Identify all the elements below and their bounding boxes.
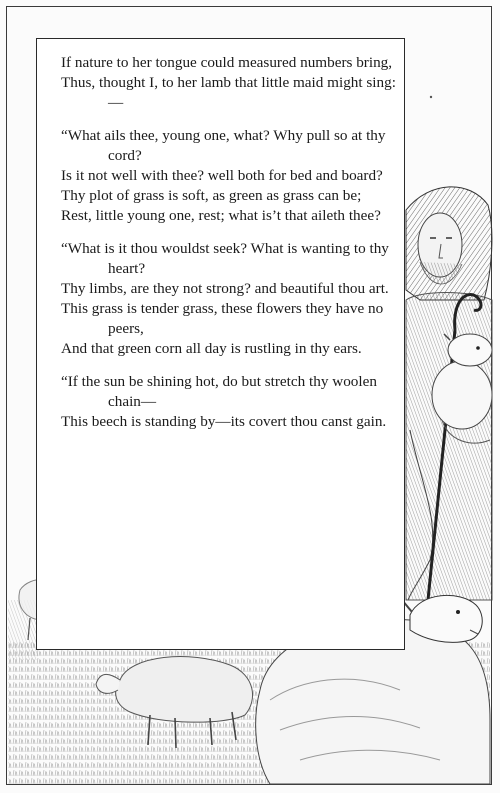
poem-line: “What is it thou wouldst seek? What is wanting to thy heart? — [61, 240, 389, 277]
ink-speck — [430, 96, 432, 98]
poem-line: This grass is tender grass, these flowers they have no peers, — [61, 300, 384, 337]
poem-line: “If the sun be shining hot, do but stretch thy woolen chain— — [61, 373, 377, 410]
poem-line: Thy plot of grass is soft, as green as grass can be; — [61, 187, 362, 204]
poem-line: “What ails thee, young one, what? Why pull so at thy cord? — [61, 127, 386, 164]
poem-line: If nature to her tongue could measured numbers bring, — [61, 54, 393, 71]
poem-text-box — [36, 38, 405, 650]
poem-line: Rest, little young one, rest; what is’t that aileth thee? — [61, 207, 381, 224]
stanza-3 — [61, 239, 396, 359]
poem — [61, 53, 396, 445]
poem-line: And that green corn all day is rustling in thy ears. — [61, 340, 362, 357]
stanza-1 — [61, 53, 396, 113]
poem-line: Thy limbs, are they not strong? and beautiful thou art. — [61, 280, 389, 297]
stanza-2 — [61, 126, 396, 226]
poem-line: Thus, thought I, to her lamb that little maid might sing:— — [61, 74, 396, 111]
stanza-4 — [61, 372, 396, 432]
poem-line: Is it not well with thee? well both for bed and board? — [61, 167, 383, 184]
poem-line: This beech is standing by—its covert thou canst gain. — [61, 413, 387, 430]
